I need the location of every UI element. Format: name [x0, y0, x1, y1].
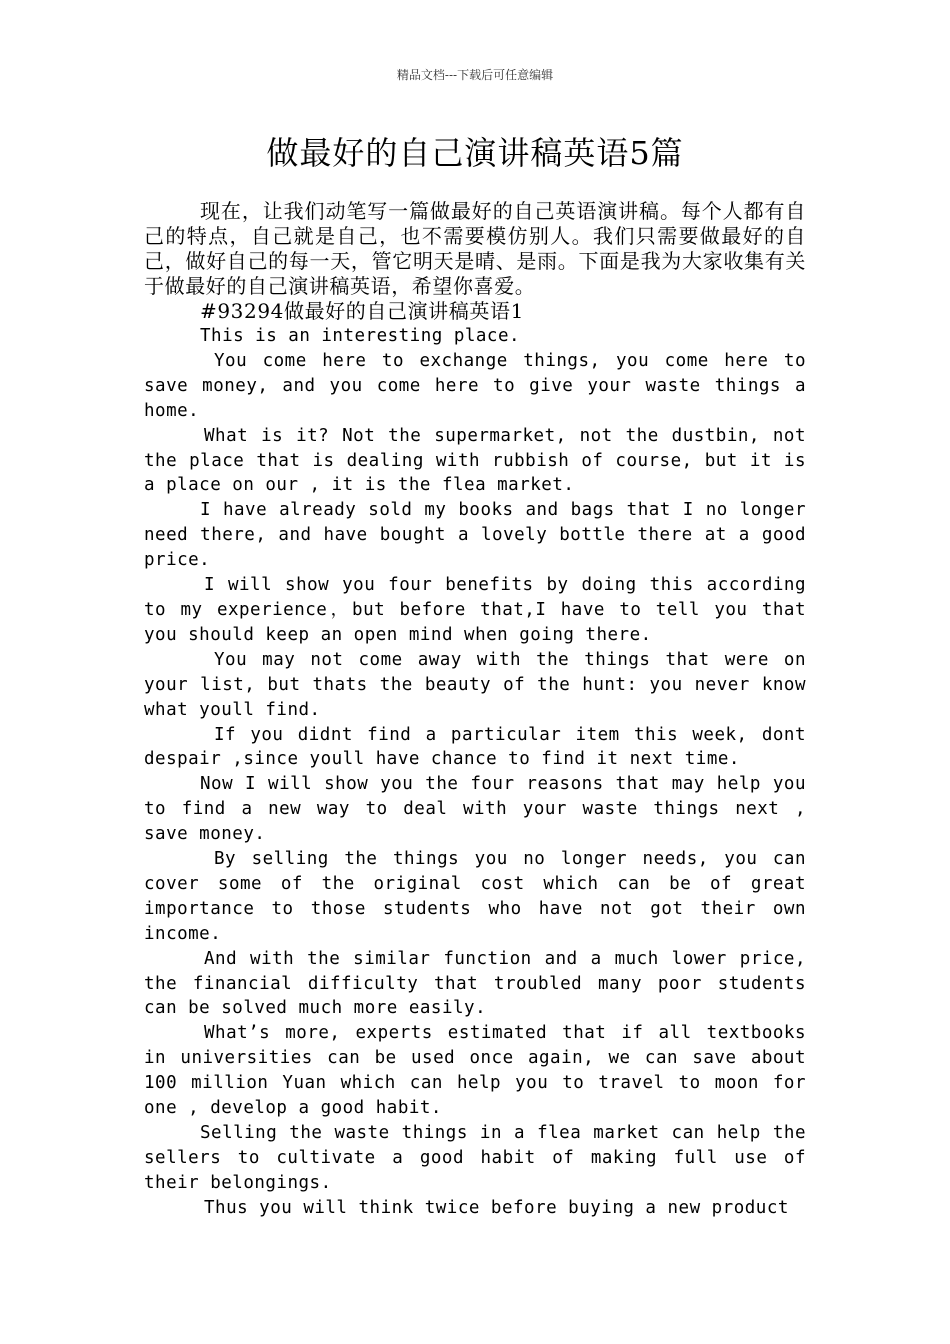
body-paragraph: By selling the things you no longer needs, you can cover some of the original cost which can be of great importance to those students who have not got their own income. [144, 849, 806, 944]
body-paragraph: This is an interesting place. [200, 326, 521, 346]
header-note: 精品文档---下载后可任意编辑 [396, 68, 554, 82]
body-paragraph: What is it? Not the supermarket, not the dustbin, not the place that is dealing with rubbish of course, but it is a place on our , it is the flea market. [144, 425, 806, 496]
document-title: 做最好的自己演讲稿英语5篇 [266, 134, 684, 172]
body-paragraph: And with the similar function and a much lower price, the financial difficulty that troubled many poor students can be solved much more easily. [144, 948, 806, 1019]
section-heading: #93294做最好的自己演讲稿英语1 [200, 299, 524, 323]
body-paragraph: Now I will show you the four reasons that may help you to find a new way to deal with your waste things next , save money. [144, 774, 806, 845]
intro-paragraph: 现在，让我们动笔写一篇做最好的自己英语演讲稿。每个人都有自己的特点，自己就是自己，也不需要模仿别人。我们只需要做最好的自己，做好自己的每一天，管它明天是晴、是雨。下面是我为大家收集有关于做最好的自己演讲稿英语，希望你喜爱。 [144, 199, 806, 298]
body-paragraph: You may not come away with the things that were on your list, but thats the beauty of the hunt: you never know what youll find. [144, 649, 806, 720]
body-paragraph: What’s more, experts estimated that if all textbooks in universities can be used once again, we can save about 100 million Yuan which can help you to travel to moon for one , develop a good habit. [144, 1023, 806, 1119]
body-paragraph: You come here to exchange things, you come here to save money, and you come here to give your waste things a home. [144, 350, 806, 421]
body-paragraph: If you didnt find a particular item this week, dont despair ,since youll have chance to find it next time. [144, 724, 806, 770]
body-paragraph: I have already sold my books and bags that I no longer need there, and have bought a lovely bottle there at a good price. [144, 500, 806, 571]
document-body [144, 199, 806, 1221]
body-paragraph: Thus you will think twice before buying a new product [204, 1197, 789, 1218]
body-paragraph: Selling the waste things in a flea market can help the sellers to cultivate a good habit of making full use of their belongings. [144, 1123, 806, 1193]
body-paragraph: I will show you four benefits by doing this according to my experience，but before that,I have to tell you that you should keep an open mind when going there. [144, 575, 806, 645]
